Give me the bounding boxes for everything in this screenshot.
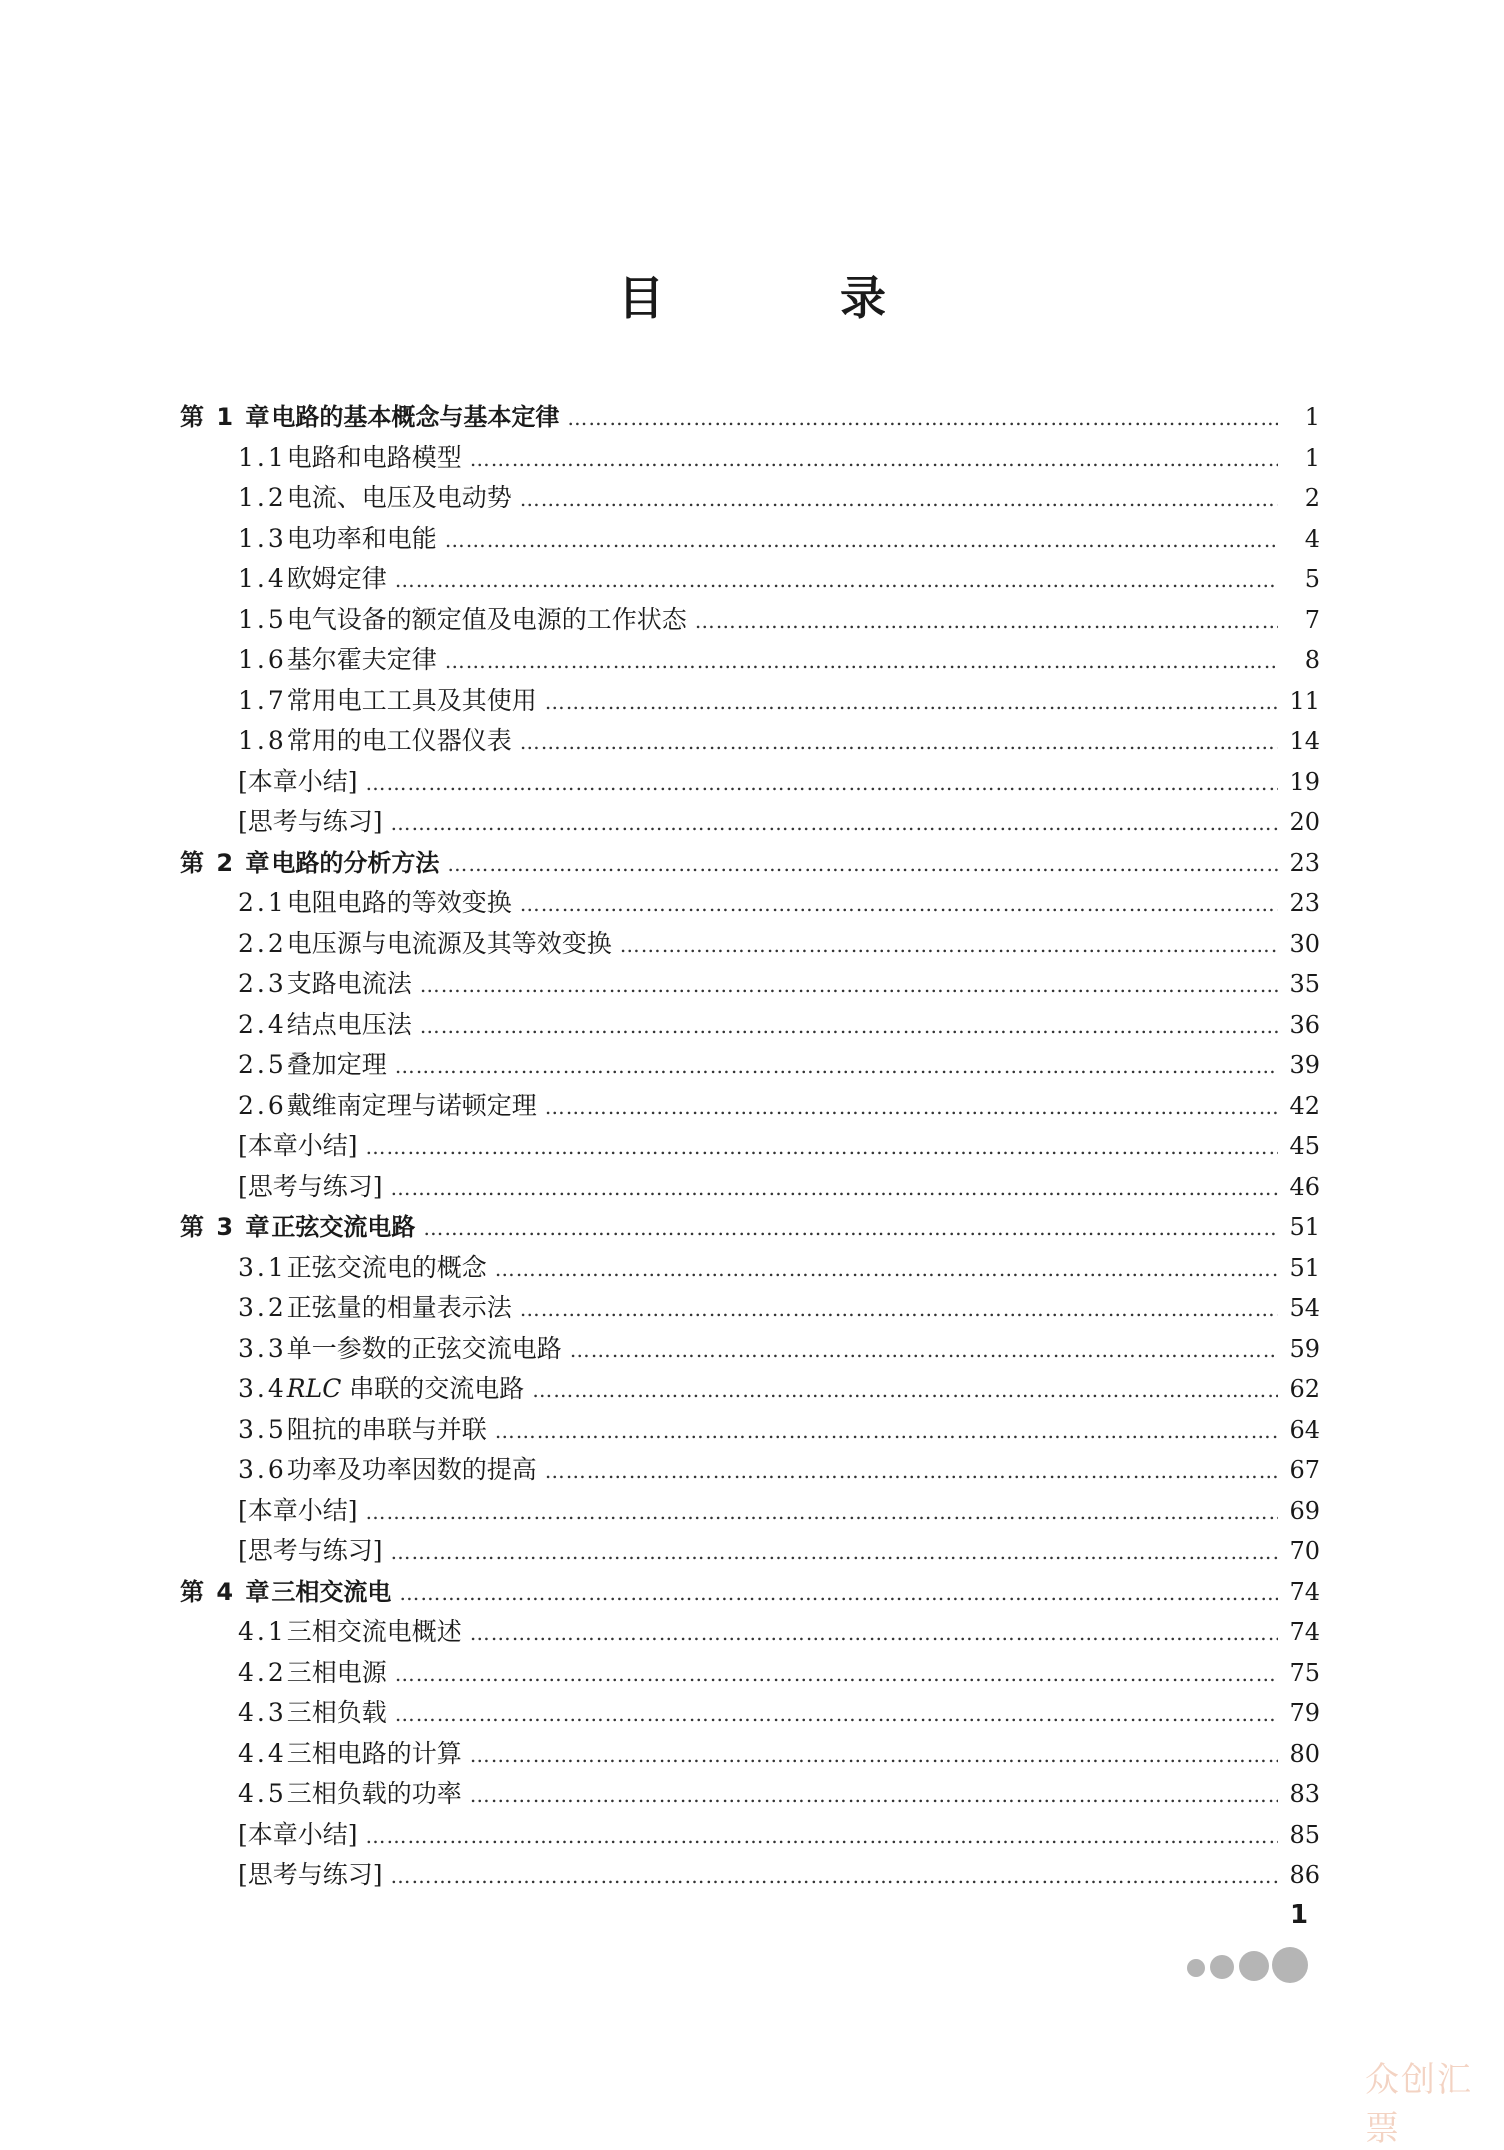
- toc-entry-label: 基尔霍夫定律: [286, 645, 437, 674]
- toc-entry-label: [思考与练习]: [238, 1536, 383, 1565]
- toc-section-row[interactable]: [180, 600, 1320, 641]
- toc-entry-page: 54: [1289, 1294, 1320, 1322]
- toc-leader-dots: [545, 1087, 1278, 1128]
- toc-leader-dots: [423, 1208, 1278, 1249]
- toc-entry-page: 5: [1304, 565, 1320, 593]
- toc-entry-label: 电流、电压及电动势: [286, 483, 512, 512]
- toc-section-row[interactable]: [180, 924, 1320, 965]
- toc-entry-page: 1: [1304, 443, 1320, 472]
- toc-entry-page: 35: [1289, 970, 1320, 998]
- toc-entry-page: 8: [1304, 646, 1320, 674]
- toc-entry-page: 20: [1289, 808, 1320, 836]
- toc-entry-page: 36: [1289, 1010, 1320, 1039]
- toc-entry-label: 三相负载的功率: [286, 1779, 462, 1808]
- toc-entry-page: 7: [1304, 605, 1320, 634]
- toc-leader-dots: [395, 1046, 1278, 1087]
- toc-entry-page: 75: [1289, 1658, 1320, 1687]
- toc-leader-dots: [520, 479, 1278, 520]
- toc-leader-dots: [395, 1694, 1278, 1735]
- toc-section-row[interactable]: [180, 1612, 1320, 1653]
- toc-entry-page: 4: [1304, 524, 1320, 553]
- toc-entry-label: [本章小结]: [238, 1131, 358, 1160]
- toc-entry-page: 74: [1289, 1618, 1320, 1646]
- toc-entry-number: 2.6: [238, 1090, 287, 1120]
- toc-entry-label: RLC 串联的交流电路: [286, 1374, 525, 1403]
- toc-entry-label: 欧姆定律: [286, 564, 387, 593]
- toc-entry-number: 第 4 章: [180, 1577, 272, 1606]
- toc-entry-number: 4.5: [238, 1779, 287, 1808]
- toc-entry-label: 阻抗的串联与并联: [286, 1414, 487, 1444]
- toc-entry-label: 电路和电路模型: [286, 442, 462, 472]
- toc-section-row[interactable]: [180, 681, 1320, 722]
- toc-entry-number: 1.6: [238, 645, 287, 674]
- toc-chapter-row[interactable]: [180, 397, 1320, 438]
- toc-section-row[interactable]: [180, 1410, 1320, 1451]
- toc-leader-dots: [391, 1856, 1278, 1897]
- toc-entry-label: 支路电流法: [286, 969, 412, 998]
- toc-entry-label: 三相电路的计算: [286, 1738, 462, 1768]
- toc-entry-label: [思考与练习]: [238, 1171, 383, 1201]
- toc-entry-number: 第 2 章: [180, 848, 272, 877]
- toc-entry-page: 42: [1289, 1091, 1320, 1120]
- toc-leader-dots: [620, 925, 1278, 966]
- toc-entry-label: [本章小结]: [238, 766, 358, 796]
- toc-section-row[interactable]: [180, 1369, 1320, 1410]
- toc-entry-label: 电气设备的额定值及电源的工作状态: [286, 604, 687, 634]
- toc-entry-label: 三相交流电: [271, 1577, 392, 1606]
- toc-section-row[interactable]: [180, 438, 1320, 479]
- toc-entry-label: 功率及功率因数的提高: [286, 1455, 537, 1484]
- toc-extra-row[interactable]: [180, 802, 1320, 843]
- toc-leader-dots: [695, 601, 1278, 642]
- toc-entry-page: 62: [1289, 1375, 1320, 1403]
- toc-chapter-row[interactable]: [180, 1572, 1320, 1613]
- toc-leader-dots: [445, 641, 1278, 682]
- toc-entry-label: 电路的分析方法: [271, 848, 440, 877]
- toc-section-row[interactable]: [180, 1450, 1320, 1491]
- toc-leader-dots: [447, 844, 1278, 885]
- toc-entry-label: 常用电工工具及其使用: [286, 685, 537, 715]
- toc-section-row[interactable]: [180, 883, 1320, 924]
- toc-entry-page: 69: [1289, 1496, 1320, 1525]
- toc-entry-page: 74: [1289, 1577, 1320, 1606]
- toc-entry-number: 4.3: [238, 1698, 287, 1727]
- toc-leader-dots: [395, 1654, 1278, 1695]
- toc-entry-label: [本章小结]: [238, 1495, 358, 1525]
- toc-entry-number: 第 1 章: [180, 403, 272, 431]
- toc-entry-label: 正弦交流电的概念: [286, 1252, 487, 1282]
- toc-leader-dots: [366, 1816, 1278, 1857]
- toc-section-row[interactable]: [180, 1288, 1320, 1329]
- toc-entry-number: 1.5: [238, 604, 287, 634]
- toc-entry-page: 11: [1289, 686, 1320, 715]
- toc-entry-number: 第 3 章: [180, 1213, 272, 1241]
- toc-section-row[interactable]: [180, 1774, 1320, 1815]
- toc-leader-dots: [366, 1492, 1278, 1533]
- toc-entry-number: 1.4: [238, 564, 287, 593]
- toc-entry-page: 70: [1289, 1537, 1320, 1565]
- toc-leader-dots: [470, 1613, 1278, 1654]
- toc-entry-number: 4.4: [238, 1738, 287, 1768]
- toc-entry-number: 1.2: [238, 483, 287, 512]
- toc-entry-number: 1.3: [238, 523, 287, 553]
- toc-entry-number: 4.2: [238, 1657, 287, 1687]
- toc-leader-dots: [470, 1735, 1278, 1776]
- toc-extra-row[interactable]: [180, 1167, 1320, 1208]
- toc-entry-label: 电压源与电流源及其等效变换: [286, 928, 612, 958]
- toc-entry-number: 1.1: [238, 442, 287, 472]
- toc-entry-page: 85: [1289, 1820, 1320, 1849]
- table-of-contents: [180, 397, 1320, 1896]
- toc-leader-dots: [520, 884, 1278, 925]
- toc-section-row[interactable]: [180, 1693, 1320, 1734]
- toc-entry-label: 结点电压法: [286, 1009, 412, 1039]
- toc-section-row[interactable]: [180, 1045, 1320, 1086]
- toc-entry-page: 83: [1289, 1780, 1320, 1808]
- toc-entry-label: 电功率和电能: [286, 523, 437, 553]
- toc-entry-label: 单一参数的正弦交流电路: [286, 1333, 562, 1363]
- toc-entry-label: 三相电源: [286, 1657, 387, 1687]
- toc-entry-page: 45: [1289, 1132, 1320, 1160]
- toc-entry-label: [思考与练习]: [238, 807, 383, 836]
- toc-leader-dots: [567, 398, 1278, 439]
- toc-extra-row[interactable]: [180, 762, 1320, 803]
- toc-extra-row[interactable]: [180, 1531, 1320, 1572]
- toc-leader-dots: [470, 1775, 1278, 1816]
- toc-entry-page: 23: [1289, 848, 1320, 877]
- toc-entry-page: 86: [1289, 1861, 1320, 1889]
- toc-entry-label: 常用的电工仪器仪表: [286, 726, 512, 755]
- toc-chapter-row[interactable]: [180, 843, 1320, 884]
- toc-entry-page: 19: [1289, 767, 1320, 796]
- toc-leader-dots: [545, 1451, 1278, 1492]
- toc-entry-page: 30: [1289, 929, 1320, 958]
- toc-leader-dots: [366, 763, 1278, 804]
- toc-leader-dots: [420, 1006, 1278, 1047]
- toc-entry-number: 1.8: [238, 726, 287, 755]
- toc-leader-dots: [366, 1127, 1278, 1168]
- watermark: 众创汇票: [1365, 2060, 1473, 2149]
- toc-entry-page: 64: [1289, 1415, 1320, 1444]
- toc-entry-label: 正弦量的相量表示法: [286, 1293, 512, 1322]
- toc-entry-label: 叠加定理: [286, 1050, 387, 1079]
- toc-leader-dots: [520, 722, 1278, 763]
- toc-chapter-row[interactable]: [180, 1207, 1320, 1248]
- toc-entry-page: 80: [1289, 1739, 1320, 1768]
- toc-entry-label: [思考与练习]: [238, 1860, 383, 1889]
- toc-leader-dots: [420, 965, 1278, 1006]
- toc-entry-page: 59: [1289, 1334, 1320, 1363]
- toc-leader-dots: [391, 1532, 1278, 1573]
- toc-entry-label: 戴维南定理与诺顿定理: [286, 1090, 537, 1120]
- toc-section-row[interactable]: [180, 1086, 1320, 1127]
- toc-leader-dots: [445, 520, 1278, 561]
- toc-entry-page: 23: [1289, 889, 1320, 917]
- toc-entry-label: 三相负载: [286, 1698, 387, 1727]
- toc-extra-row[interactable]: [180, 1126, 1320, 1167]
- toc-entry-number: 3.4: [238, 1374, 287, 1403]
- toc-entry-number: 2.3: [238, 969, 287, 998]
- toc-leader-dots: [545, 682, 1278, 723]
- toc-entry-label: 电阻电路的等效变换: [286, 888, 512, 917]
- toc-entry-number: 2.5: [238, 1050, 287, 1079]
- toc-leader-dots: [470, 439, 1278, 480]
- toc-entry-number: 3.6: [238, 1455, 287, 1484]
- toc-leader-dots: [495, 1411, 1278, 1452]
- toc-entry-number: 1.7: [238, 685, 287, 715]
- page-number: 1: [1290, 1900, 1309, 1930]
- toc-entry-number: 3.5: [238, 1414, 287, 1444]
- toc-section-row[interactable]: [180, 1653, 1320, 1694]
- toc-entry-number: 2.4: [238, 1009, 287, 1039]
- toc-leader-dots: [532, 1370, 1278, 1411]
- toc-leader-dots: [391, 803, 1278, 844]
- toc-entry-label: 电路的基本概念与基本定律: [271, 403, 560, 431]
- toc-entry-page: 1: [1304, 403, 1320, 431]
- toc-section-row[interactable]: [180, 1248, 1320, 1289]
- toc-leader-dots: [395, 560, 1278, 601]
- toc-section-row[interactable]: [180, 721, 1320, 762]
- toc-leader-dots: [399, 1573, 1278, 1614]
- toc-entry-number: 3.2: [238, 1293, 287, 1322]
- toc-extra-row[interactable]: [180, 1855, 1320, 1896]
- toc-entry-page: 51: [1289, 1213, 1320, 1241]
- toc-section-row[interactable]: [180, 640, 1320, 681]
- toc-entry-number: 3.1: [238, 1252, 287, 1282]
- toc-extra-row[interactable]: [180, 1491, 1320, 1532]
- toc-section-row[interactable]: [180, 1329, 1320, 1370]
- toc-section-row[interactable]: [180, 1734, 1320, 1775]
- toc-leader-dots: [391, 1168, 1278, 1209]
- toc-entry-number: 2.2: [238, 928, 287, 958]
- decorative-dots-icon: [1186, 1946, 1326, 1986]
- toc-entry-page: 14: [1289, 727, 1320, 755]
- toc-section-row[interactable]: [180, 478, 1320, 519]
- toc-leader-dots: [570, 1330, 1278, 1371]
- toc-entry-page: 79: [1289, 1699, 1320, 1727]
- toc-entry-number: 4.1: [238, 1617, 287, 1646]
- toc-leader-dots: [495, 1249, 1278, 1290]
- toc-section-row[interactable]: [180, 964, 1320, 1005]
- toc-extra-row[interactable]: [180, 1815, 1320, 1856]
- toc-entry-label: 三相交流电概述: [286, 1617, 462, 1646]
- toc-section-row[interactable]: [180, 519, 1320, 560]
- toc-entry-page: 2: [1304, 484, 1320, 512]
- toc-entry-page: 51: [1289, 1253, 1320, 1282]
- page-title: 目 录: [617, 271, 966, 325]
- toc-entry-page: 46: [1289, 1172, 1320, 1201]
- toc-entry-page: 39: [1289, 1051, 1320, 1079]
- toc-section-row[interactable]: [180, 559, 1320, 600]
- toc-section-row[interactable]: [180, 1005, 1320, 1046]
- toc-entry-number: 2.1: [238, 888, 287, 917]
- toc-leader-dots: [520, 1289, 1278, 1330]
- toc-entry-label: 正弦交流电路: [271, 1213, 416, 1241]
- toc-entry-label: [本章小结]: [238, 1819, 358, 1849]
- toc-entry-number: 3.3: [238, 1333, 287, 1363]
- toc-entry-page: 67: [1289, 1456, 1320, 1484]
